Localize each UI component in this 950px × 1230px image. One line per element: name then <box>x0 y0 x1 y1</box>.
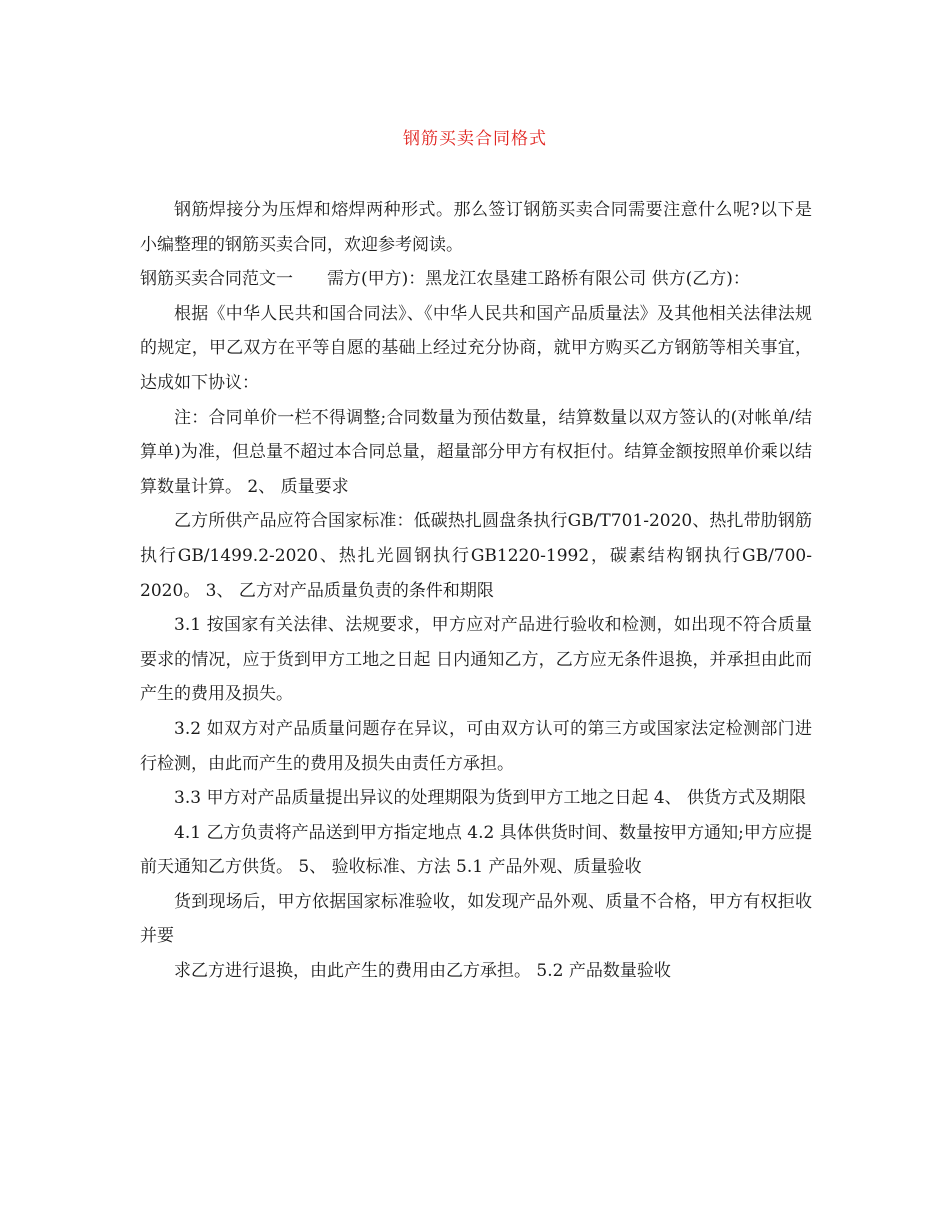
paragraph-quality-standard: 乙方所供产品应符合国家标准：低碳热扎圆盘条执行GB/T701-2020、热扎带肋钢筋执行GB/1499.2-2020、热扎光圆钢执行GB1220-1992，碳素结构钢执行GB/700-2020。 3、 乙方对产品质量负责的条件和期限 <box>140 511 812 601</box>
paragraph-clause-3-2: 3.2 如双方对产品质量问题存在异议，可由双方认可的第三方或国家法定检测部门进行检测，由此而产生的费用及损失由责任方承担。 <box>140 718 812 774</box>
paragraph-parties: 钢筋买卖合同范文一 需方(甲方)：黑龙江农垦建工路桥有限公司 供方(乙方)： <box>140 269 750 290</box>
paragraph-return: 求乙方进行退换，由此产生的费用由乙方承担。 5.2 产品数量验收 <box>174 961 671 982</box>
paragraph-clause-4: 4.1 乙方负责将产品送到甲方指定地点 4.2 具体供货时间、数量按甲方通知;甲方应提前天通知乙方供货。 5、 验收标准、方法 5.1 产品外观、质量验收 <box>140 822 812 878</box>
document-title: 钢筋买卖合同格式 <box>403 129 547 149</box>
paragraph-note: 注：合同单价一栏不得调整;合同数量为预估数量，结算数量以双方签认的(对帐单/结算单)为准，但总量不超过本合同总量，超量部分甲方有权拒付。结算金额按照单价乘以结算数量计算。 2、 质量要求 <box>140 407 812 497</box>
paragraph-clause-3-1: 3.1 按国家有关法律、法规要求，甲方应对产品进行验收和检测，如出现不符合质量要求的情况，应于货到甲方工地之日起 日内通知乙方，乙方应无条件退换，并承担由此而产生的费用及损失。 <box>140 615 812 705</box>
paragraph-legal-basis: 根据《中华人民共和国合同法》、《中华人民共和国产品质量法》及其他相关法律法规的规定，甲乙双方在平等自愿的基础上经过充分协商，就甲方购买乙方钢筋等相关事宜，达成如下协议： <box>140 303 812 393</box>
document-body <box>140 193 812 989</box>
paragraph-clause-3-3: 3.3 甲方对产品质量提出异议的处理期限为货到甲方工地之日起 4、 供货方式及期限 <box>174 788 807 809</box>
paragraph-intro: 钢筋焊接分为压焊和熔焊两种形式。那么签订钢筋买卖合同需要注意什么呢?以下是小编整理的钢筋买卖合同，欢迎参考阅读。 <box>140 200 812 255</box>
paragraph-acceptance: 货到现场后，甲方依据国家标准验收，如发现产品外观、质量不合格，甲方有权拒收并要 <box>140 891 812 947</box>
